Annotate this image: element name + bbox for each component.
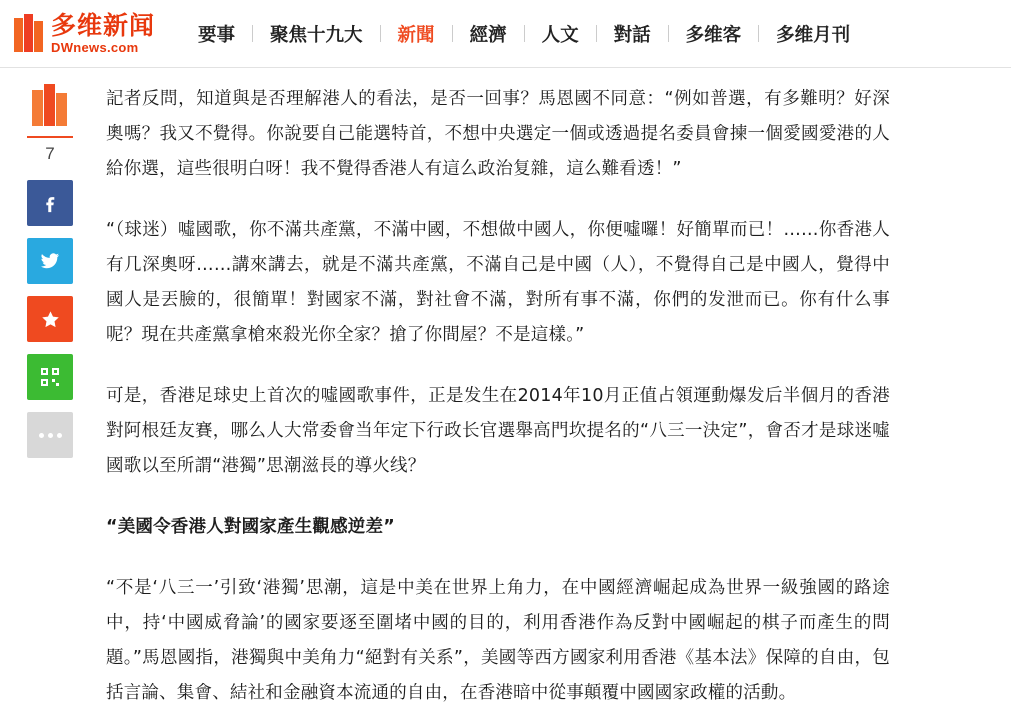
share-count-block — [27, 82, 73, 180]
share-count: 7 — [45, 144, 55, 163]
logo-english-name: DWnews.com — [51, 40, 139, 55]
share-favorite-button[interactable] — [27, 296, 73, 342]
nav-item-jingji[interactable]: 經濟 — [469, 24, 507, 46]
share-rail — [0, 68, 100, 727]
article-paragraph: 可是，香港足球史上首次的噓國歌事件，正是发生在2014年10月正值占領運動爆发后半個月的香港對阿根廷友賽，哪么人大常委會当年定下行政长官選舉高門坎提名的“八三一決定”，會否才是球迷噓國歌以至所謂“港獨”思潮滋長的導火线？ — [106, 386, 890, 476]
article-subheading: “美國令香港人對國家產生觀感逆差” — [106, 517, 395, 537]
share-more-button[interactable] — [27, 412, 73, 458]
nav-item-duoweike[interactable]: 多维客 — [685, 24, 742, 46]
logo-text — [51, 13, 155, 54]
star-icon — [39, 308, 62, 331]
nav-item-jujiaoshijiuda[interactable]: 聚焦十九大 — [270, 24, 363, 46]
share-facebook-button[interactable] — [27, 180, 73, 226]
twitter-icon — [38, 249, 62, 273]
article-paragraph: “（球迷）噓國歌，你不滿共產黨，不滿中國，不想做中國人，你便噓囉！好簡單而已！……你香港人有几深奧呀……講來講去，就是不滿共產黨，不滿自己是中國（人），不覺得自己是中國人，覺得中國人是丟臉的，很簡單！對國家不滿，對社會不滿，對所有事不滿，你們的发泄而已。你有什么事呢？現在共產黨拿槍來殺光你全家？搶了你間屋？不是這樣。” — [106, 220, 890, 345]
more-dots-icon — [39, 433, 62, 438]
share-wechat-button[interactable] — [27, 354, 73, 400]
main-navigation — [181, 0, 867, 67]
share-twitter-button[interactable] — [27, 238, 73, 284]
logo-chinese-name: 多维新闻 — [51, 11, 156, 40]
article-paragraph: “不是‘八三一’引致‘港獨’思潮，這是中美在世界上角力，在中國經濟崛起成為世界一級強國的路途中，持‘中國威脅論’的國家要逐至圍堵中國的目的，利用香港作為反對中國崛起的棋子而產生的問題。”馬恩國指，港獨與中美角力“絕對有关系”，美國等西方國家利用香港《基本法》保障的自由，包括言論、集會、結社和金融資本流通的自由，在香港暗中從事顛覆中國國家政權的活動。 — [106, 578, 890, 703]
nav-item-duihua[interactable]: 對話 — [613, 24, 651, 46]
article-paragraph: 記者反問，知道與是否理解港人的看法，是否一回事？馬恩國不同意：“例如普選，有多難明？好深奧嗎？我又不覺得。你說要自己能選特首，不想中央選定一個或透過提名委員會揀一個愛國愛港的人給你選，這些很明白呀！我不覺得香港人有這么政治复雜，這么難看透！” — [106, 89, 890, 179]
nav-item-xinwen[interactable]: 新聞 — [397, 24, 435, 46]
facebook-icon — [39, 192, 61, 214]
qr-code-icon — [38, 365, 62, 389]
three-bars-logo-icon — [14, 14, 44, 54]
nav-item-renwen[interactable]: 人文 — [541, 24, 579, 46]
nav-item-yaoshi[interactable]: 要事 — [198, 24, 236, 46]
site-logo[interactable] — [14, 13, 155, 54]
nav-item-duoweiyuekan[interactable]: 多维月刊 — [776, 24, 851, 46]
site-header — [0, 0, 1011, 68]
rail-divider — [27, 136, 73, 138]
page-body — [0, 68, 1011, 727]
dwnews-bars-icon — [30, 82, 70, 128]
article-body — [100, 68, 960, 727]
